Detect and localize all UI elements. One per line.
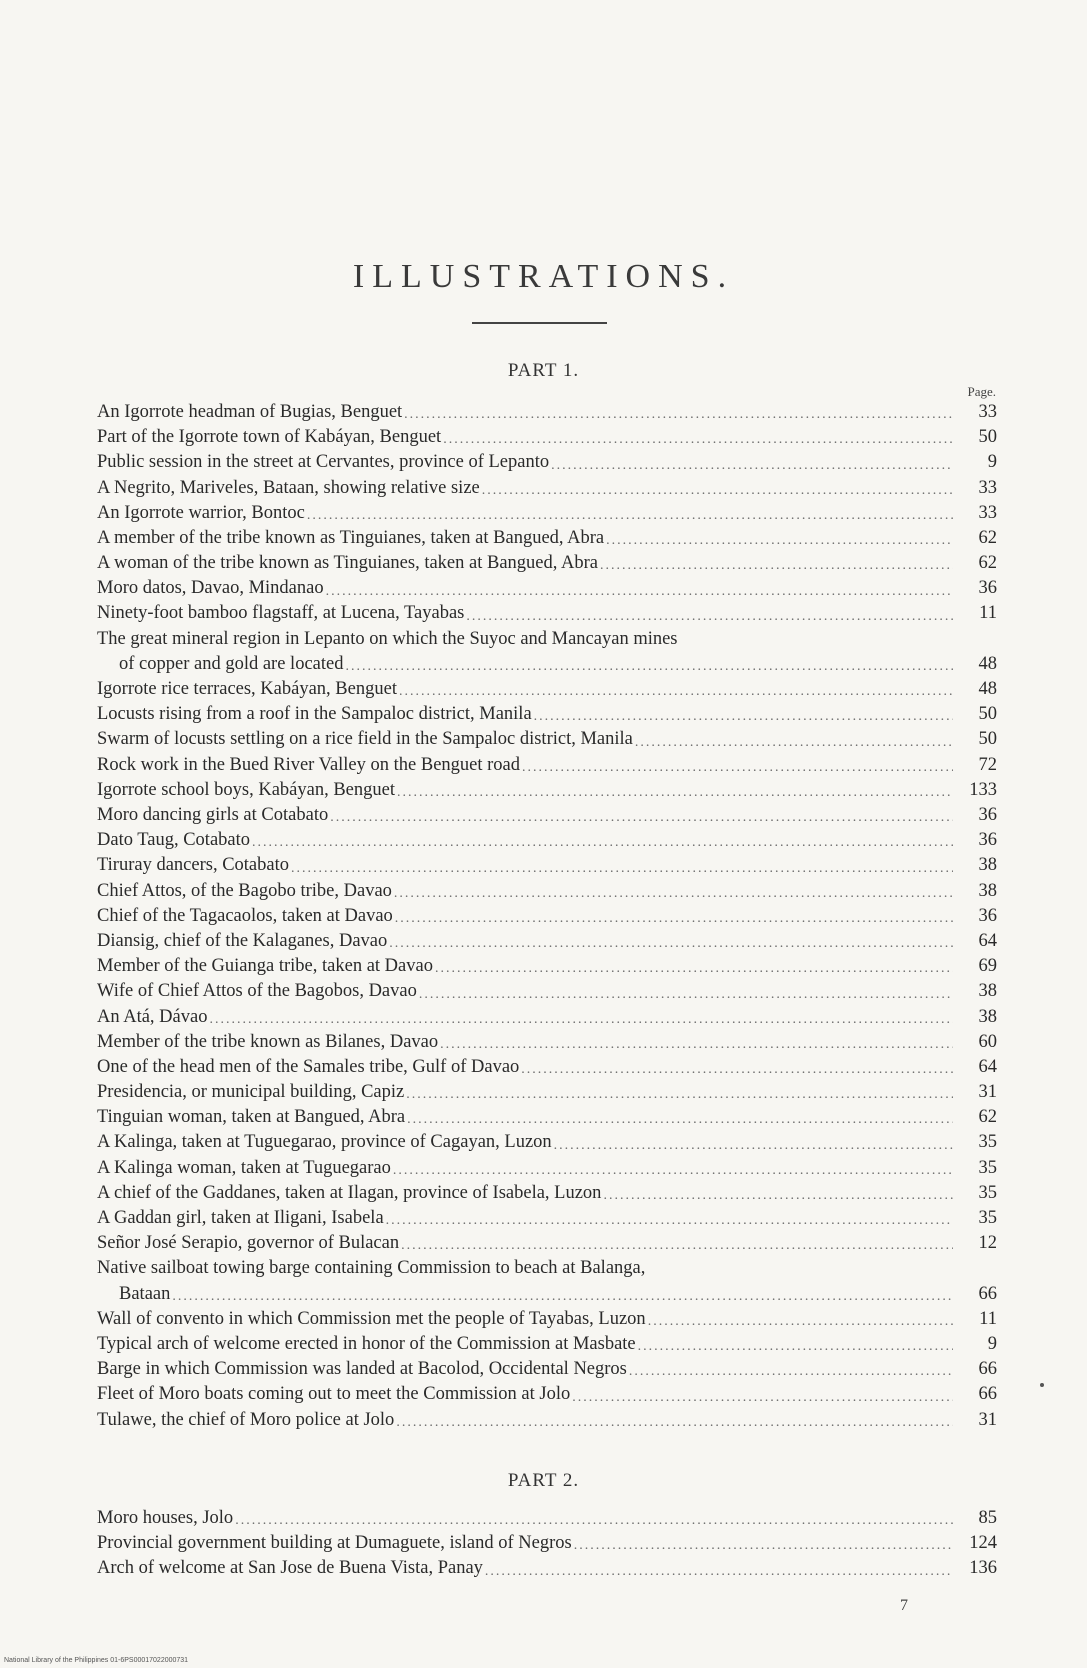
dot-leader: [401, 1236, 953, 1256]
entry-page-number: 69: [978, 956, 997, 977]
entry-caption: Rock work in the Bued River Valley on the Benguet road: [97, 754, 521, 775]
entry-page-number: 36: [978, 578, 997, 599]
dot-leader: [209, 1010, 953, 1030]
dot-leader: [606, 531, 953, 551]
entry-caption: Swarm of locusts settling on a rice field in the Sampaloc district, Manila: [97, 729, 633, 750]
dot-leader: [522, 758, 953, 778]
dot-leader: [534, 707, 953, 727]
illustration-entry: [97, 954, 997, 979]
entry-page-number: 9: [987, 452, 997, 473]
illustration-entry: [97, 1231, 997, 1256]
entry-page-number: 66: [978, 1384, 997, 1405]
dot-leader: [394, 884, 953, 904]
entry-page-number: 35: [978, 1208, 997, 1229]
entry-caption: An Igorrote warrior, Bontoc: [97, 502, 305, 523]
dot-leader: [572, 1388, 953, 1408]
dot-leader: [440, 1035, 953, 1055]
dot-leader: [551, 456, 953, 476]
entry-page-number: 50: [978, 427, 997, 448]
entry-caption: Presidencia, or municipal building, Capiz: [97, 1082, 405, 1103]
illustration-entry: [97, 1181, 997, 1206]
part-1-heading: PART 1.: [507, 360, 580, 381]
illustration-entry: [97, 1556, 997, 1581]
entry-page-number: 62: [978, 527, 997, 548]
illustration-entry: [97, 476, 997, 501]
illustration-entry: [97, 702, 997, 727]
entry-page-number: 11: [979, 603, 997, 624]
part-2-illustration-list: [97, 1506, 997, 1582]
dot-leader: [635, 733, 953, 753]
entry-caption: Wife of Chief Attos of the Bagobos, Davao: [97, 981, 417, 1002]
entry-caption: Señor José Serapio, governor of Bulacan: [97, 1233, 400, 1254]
entry-caption: A woman of the tribe known as Tinguianes, taken at Bangued, Abra: [97, 553, 598, 574]
entry-caption: Member of the tribe known as Bilanes, Davao: [97, 1031, 439, 1052]
entry-caption: Moro datos, Davao, Mindanao: [97, 578, 324, 599]
dot-leader: [443, 430, 953, 450]
page-column-label: Page.: [967, 384, 996, 399]
dot-leader: [638, 1337, 953, 1357]
dot-leader: [393, 1161, 953, 1181]
entry-caption: Tinguian woman, taken at Bangued, Abra: [97, 1107, 406, 1128]
entry-caption: A member of the tribe known as Tinguianes, taken at Bangued, Abra: [97, 527, 605, 548]
dot-leader: [466, 607, 953, 627]
illustration-entry: [97, 425, 997, 450]
illustration-entry: [97, 929, 997, 954]
illustration-entry: [97, 1030, 997, 1055]
entry-caption: Part of the Igorrote town of Kabáyan, Benguet: [97, 427, 442, 448]
entry-page-number: 33: [978, 401, 997, 422]
dot-leader: [396, 1413, 953, 1433]
illustration-entry: [97, 879, 997, 904]
illustration-entry: [97, 1506, 997, 1531]
part-2-heading: PART 2.: [507, 1470, 580, 1491]
illustration-entry: [97, 1130, 997, 1155]
entry-caption: Public session in the street at Cervantes, province of Lepanto: [97, 452, 550, 473]
illustration-entry: [97, 803, 997, 828]
entry-page-number: 50: [978, 729, 997, 750]
entry-caption: Igorrote school boys, Kabáyan, Benguet: [97, 779, 395, 800]
illustration-entry: [97, 778, 997, 803]
dot-leader: [345, 657, 953, 677]
illustration-entry: [97, 627, 997, 677]
entry-page-number: 133: [969, 779, 997, 800]
illustration-entry: [97, 979, 997, 1004]
title-rule: [472, 322, 607, 324]
page-title: ILLUSTRATIONS.: [352, 258, 735, 295]
entry-page-number: 48: [978, 679, 997, 700]
dot-leader: [485, 1562, 953, 1582]
part-1-illustration-list: [97, 400, 997, 1433]
entry-caption: One of the head men of the Samales tribe, Gulf of Davao: [97, 1056, 520, 1077]
entry-page-number: 12: [978, 1233, 997, 1254]
dot-leader: [521, 1060, 953, 1080]
entry-caption: Typical arch of welcome erected in honor of the Commission at Masbate: [97, 1333, 636, 1354]
entry-caption: Provincial government building at Dumaguete, island of Negros: [97, 1533, 572, 1554]
entry-caption: A chief of the Gaddanes, taken at Ilagan, province of Isabela, Luzon: [97, 1182, 602, 1203]
entry-caption: Tulawe, the chief of Moro police at Jolo: [97, 1409, 395, 1430]
entry-page-number: 11: [979, 1308, 997, 1329]
illustration-entry: [97, 677, 997, 702]
entry-page-number: 124: [969, 1533, 997, 1554]
illustration-entry: [97, 1156, 997, 1181]
dot-leader: [554, 1136, 953, 1156]
entry-caption: Chief of the Tagacaolos, taken at Davao: [97, 905, 393, 926]
dot-leader: [629, 1362, 953, 1382]
dot-leader: [407, 1110, 953, 1130]
entry-caption: Moro houses, Jolo: [97, 1507, 234, 1528]
entry-page-number: 60: [978, 1031, 997, 1052]
illustration-entry: [97, 501, 997, 526]
dot-leader: [172, 1287, 953, 1307]
illustration-entry: [97, 1332, 997, 1357]
dot-leader: [386, 1211, 953, 1231]
illustration-entry: [97, 853, 997, 878]
entry-page-number: 36: [978, 830, 997, 851]
entry-caption: Igorrote rice terraces, Kabáyan, Benguet: [97, 679, 397, 700]
dot-leader: [419, 985, 953, 1005]
dot-leader: [600, 556, 953, 576]
entry-caption: Arch of welcome at San Jose de Buena Vista, Panay: [97, 1558, 483, 1579]
dot-leader: [252, 833, 953, 853]
entry-caption: Wall of convento in which Commission met the people of Tayabas, Luzon: [97, 1308, 646, 1329]
entry-page-number: 9: [987, 1333, 997, 1354]
illustration-entry: [97, 727, 997, 752]
illustration-entry: [97, 1408, 997, 1433]
entry-page-number: 64: [978, 1056, 997, 1077]
illustration-entry: [97, 1531, 997, 1556]
dot-leader: [404, 405, 953, 425]
entry-caption-continued: Bataan: [119, 1283, 171, 1304]
entry-page-number: 36: [978, 905, 997, 926]
entry-page-number: 50: [978, 704, 997, 725]
entry-page-number: 33: [978, 502, 997, 523]
entry-caption: Dato Taug, Cotabato: [97, 830, 251, 851]
entry-page-number: 35: [978, 1157, 997, 1178]
entry-page-number: 38: [978, 880, 997, 901]
entry-caption: An Atá, Dávao: [97, 1006, 208, 1027]
entry-caption: Moro dancing girls at Cotabato: [97, 805, 329, 826]
entry-page-number: 72: [978, 754, 997, 775]
illustration-entry: [97, 450, 997, 475]
illustration-entry: [97, 1256, 997, 1306]
entry-caption: A Gaddan girl, taken at Iligani, Isabela: [97, 1208, 384, 1229]
dot-leader: [648, 1312, 953, 1332]
entry-caption: Tiruray dancers, Cotabato: [97, 855, 289, 876]
dot-leader: [406, 1085, 953, 1105]
dot-leader: [291, 859, 953, 879]
illustration-entry: [97, 1307, 997, 1332]
entry-page-number: 33: [978, 477, 997, 498]
dot-leader: [307, 506, 953, 526]
page-number: 7: [900, 1597, 908, 1614]
entry-page-number: 36: [978, 805, 997, 826]
entry-page-number: 31: [978, 1082, 997, 1103]
illustration-entry: [97, 526, 997, 551]
entry-page-number: 62: [978, 553, 997, 574]
dot-leader: [389, 934, 953, 954]
dot-leader: [399, 682, 953, 702]
entry-page-number: 64: [978, 930, 997, 951]
illustration-entry: [97, 1206, 997, 1231]
entry-caption: Chief Attos, of the Bagobo tribe, Davao: [97, 880, 392, 901]
illustration-entry: [97, 576, 997, 601]
illustration-entry: [97, 400, 997, 425]
entry-page-number: 35: [978, 1182, 997, 1203]
entry-caption: An Igorrote headman of Bugias, Benguet: [97, 401, 403, 422]
entry-page-number: 66: [978, 1283, 997, 1304]
dot-leader: [330, 808, 953, 828]
entry-page-number: 35: [978, 1132, 997, 1153]
illustration-entry: [97, 904, 997, 929]
entry-caption-continued: of copper and gold are located: [119, 653, 344, 674]
entry-page-number: 38: [978, 981, 997, 1002]
entry-caption: A Negrito, Mariveles, Bataan, showing relative size: [97, 477, 480, 498]
illustration-entry: [97, 753, 997, 778]
illustration-entry: [97, 602, 997, 627]
entry-page-number: 136: [969, 1558, 997, 1579]
library-footer-note: National Library of the Philippines 01-6PS00017022000731: [4, 1657, 189, 1664]
entry-page-number: 38: [978, 1006, 997, 1027]
dot-leader: [603, 1186, 953, 1206]
entry-caption: The great mineral region in Lepanto on which the Suyoc and Mancayan mines: [97, 628, 678, 649]
illustration-entry: [97, 1005, 997, 1030]
dot-leader: [482, 481, 953, 501]
entry-caption: Locusts rising from a roof in the Sampaloc district, Manila: [97, 704, 532, 725]
dot-leader: [397, 783, 953, 803]
entry-page-number: 62: [978, 1107, 997, 1128]
dot-leader: [574, 1536, 953, 1556]
illustration-entry: [97, 828, 997, 853]
entry-page-number: 48: [978, 653, 997, 674]
illustration-entry: [97, 1357, 997, 1382]
entry-caption: A Kalinga woman, taken at Tuguegarao: [97, 1157, 391, 1178]
entry-caption: Ninety-foot bamboo flagstaff, at Lucena, Tayabas: [97, 603, 465, 624]
illustration-entry: [97, 1105, 997, 1130]
scan-speck: [1040, 1383, 1044, 1387]
entry-page-number: 38: [978, 855, 997, 876]
entry-caption: Fleet of Moro boats coming out to meet the Commission at Jolo: [97, 1384, 571, 1405]
entry-page-number: 66: [978, 1359, 997, 1380]
entry-caption: A Kalinga, taken at Tuguegarao, province of Cagayan, Luzon: [97, 1132, 552, 1153]
entry-caption: Barge in which Commission was landed at Bacolod, Occidental Negros: [97, 1359, 627, 1380]
dot-leader: [326, 582, 953, 602]
illustration-entry: [97, 1055, 997, 1080]
illustration-entry: [97, 551, 997, 576]
entry-caption: Member of the Guianga tribe, taken at Davao: [97, 956, 433, 977]
entry-page-number: 31: [978, 1409, 997, 1430]
entry-page-number: 85: [978, 1507, 997, 1528]
illustration-entry: [97, 1080, 997, 1105]
entry-caption: Native sailboat towing barge containing Commission to beach at Balanga,: [97, 1258, 646, 1279]
dot-leader: [435, 959, 953, 979]
dot-leader: [235, 1511, 953, 1531]
illustration-entry: [97, 1382, 997, 1407]
dot-leader: [395, 909, 953, 929]
entry-caption: Diansig, chief of the Kalaganes, Davao: [97, 930, 388, 951]
